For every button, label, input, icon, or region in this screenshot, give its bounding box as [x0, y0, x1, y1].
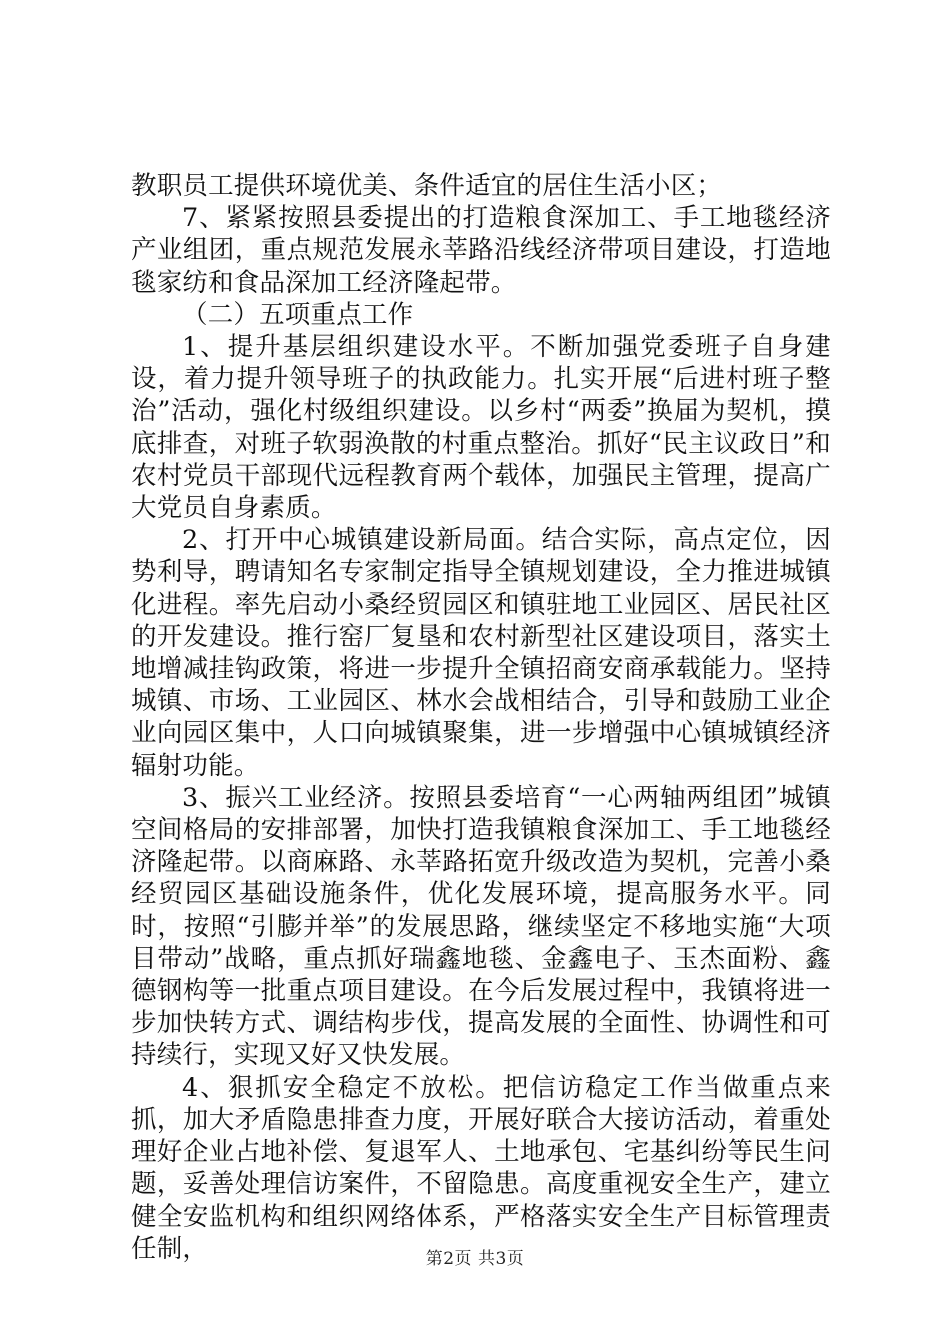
paragraph-item-4: 4、狠抓安全稳定不放松。把信访稳定工作当做重点来抓，加大矛盾隐患排查力度，开展好联合大接访活动，着重处理好企业占地补偿、复退军人、土地承包、宅基纠纷等民生问题，妥善处理信访案件，不留隐患。高度重视安全生产，建立健全安监机构和组织网络体系，严格落实安全生产目标管理责任制，: [131, 1072, 831, 1264]
paragraph-continuation: 教职员工提供环境优美、条件适宜的居住生活小区；: [131, 171, 723, 201]
document-body: [131, 170, 831, 1265]
section-heading-key-work: （二）五项重点工作: [182, 299, 414, 330]
paragraph-item-1: 1、提升基层组织建设水平。不断加强党委班子自身建设，着力提升领导班子的执政能力。扎实开展“后进村班子整治”活动，强化村级组织建设。以乡村“两委”换届为契机，摸底排查，对班子软弱涣散的村重点整治。抓好“民主议政日”和农村党员干部现代远程教育两个载体，加强民主管理，提高广大党员自身素质。: [131, 332, 831, 524]
page-number-footer: 第2页 共3页: [425, 1249, 525, 1269]
paragraph-item-3: 3、振兴工业经济。按照县委培育“一心两轴两组团”城镇空间格局的安排部署，加快打造我镇粮食深加工、手工地毯经济隆起带。以商麻路、永莘路拓宽升级改造为契机，完善小桑经贸园区基础设施条件，优化发展环境，提高服务水平。同时，按照“引膨并举”的发展思路，继续坚定不移地实施“大项目带动”战略，重点抓好瑞鑫地毯、金鑫电子、玉杰面粉、鑫德钢构等一批重点项目建设。在今后发展过程中，我镇将进一步加快转方式、调结构步伐，提高发展的全面性、协调性和可持续行，实现又好又快发展。: [131, 782, 831, 1071]
paragraph-item-2: 2、打开中心城镇建设新局面。结合实际，高点定位，因势利导，聘请知名专家制定指导全镇规划建设，全力推进城镇化进程。率先启动小桑经贸园区和镇驻地工业园区、居民社区的开发建设。推行窑厂复垦和农村新型社区建设项目，落实土地增减挂钩政策，将进一步提升全镇招商安商承载能力。坚持城镇、市场、工业园区、林水会战相结合，引导和鼓励工业企业向园区集中，人口向城镇聚集，进一步增强中心镇城镇经济辐射功能。: [131, 525, 831, 781]
paragraph-item-7: 7、紧紧按照县委提出的打造粮食深加工、手工地毯经济产业组团，重点规范发展永莘路沿线经济带项目建设，打造地毯家纺和食品深加工经济隆起带。: [131, 203, 831, 298]
